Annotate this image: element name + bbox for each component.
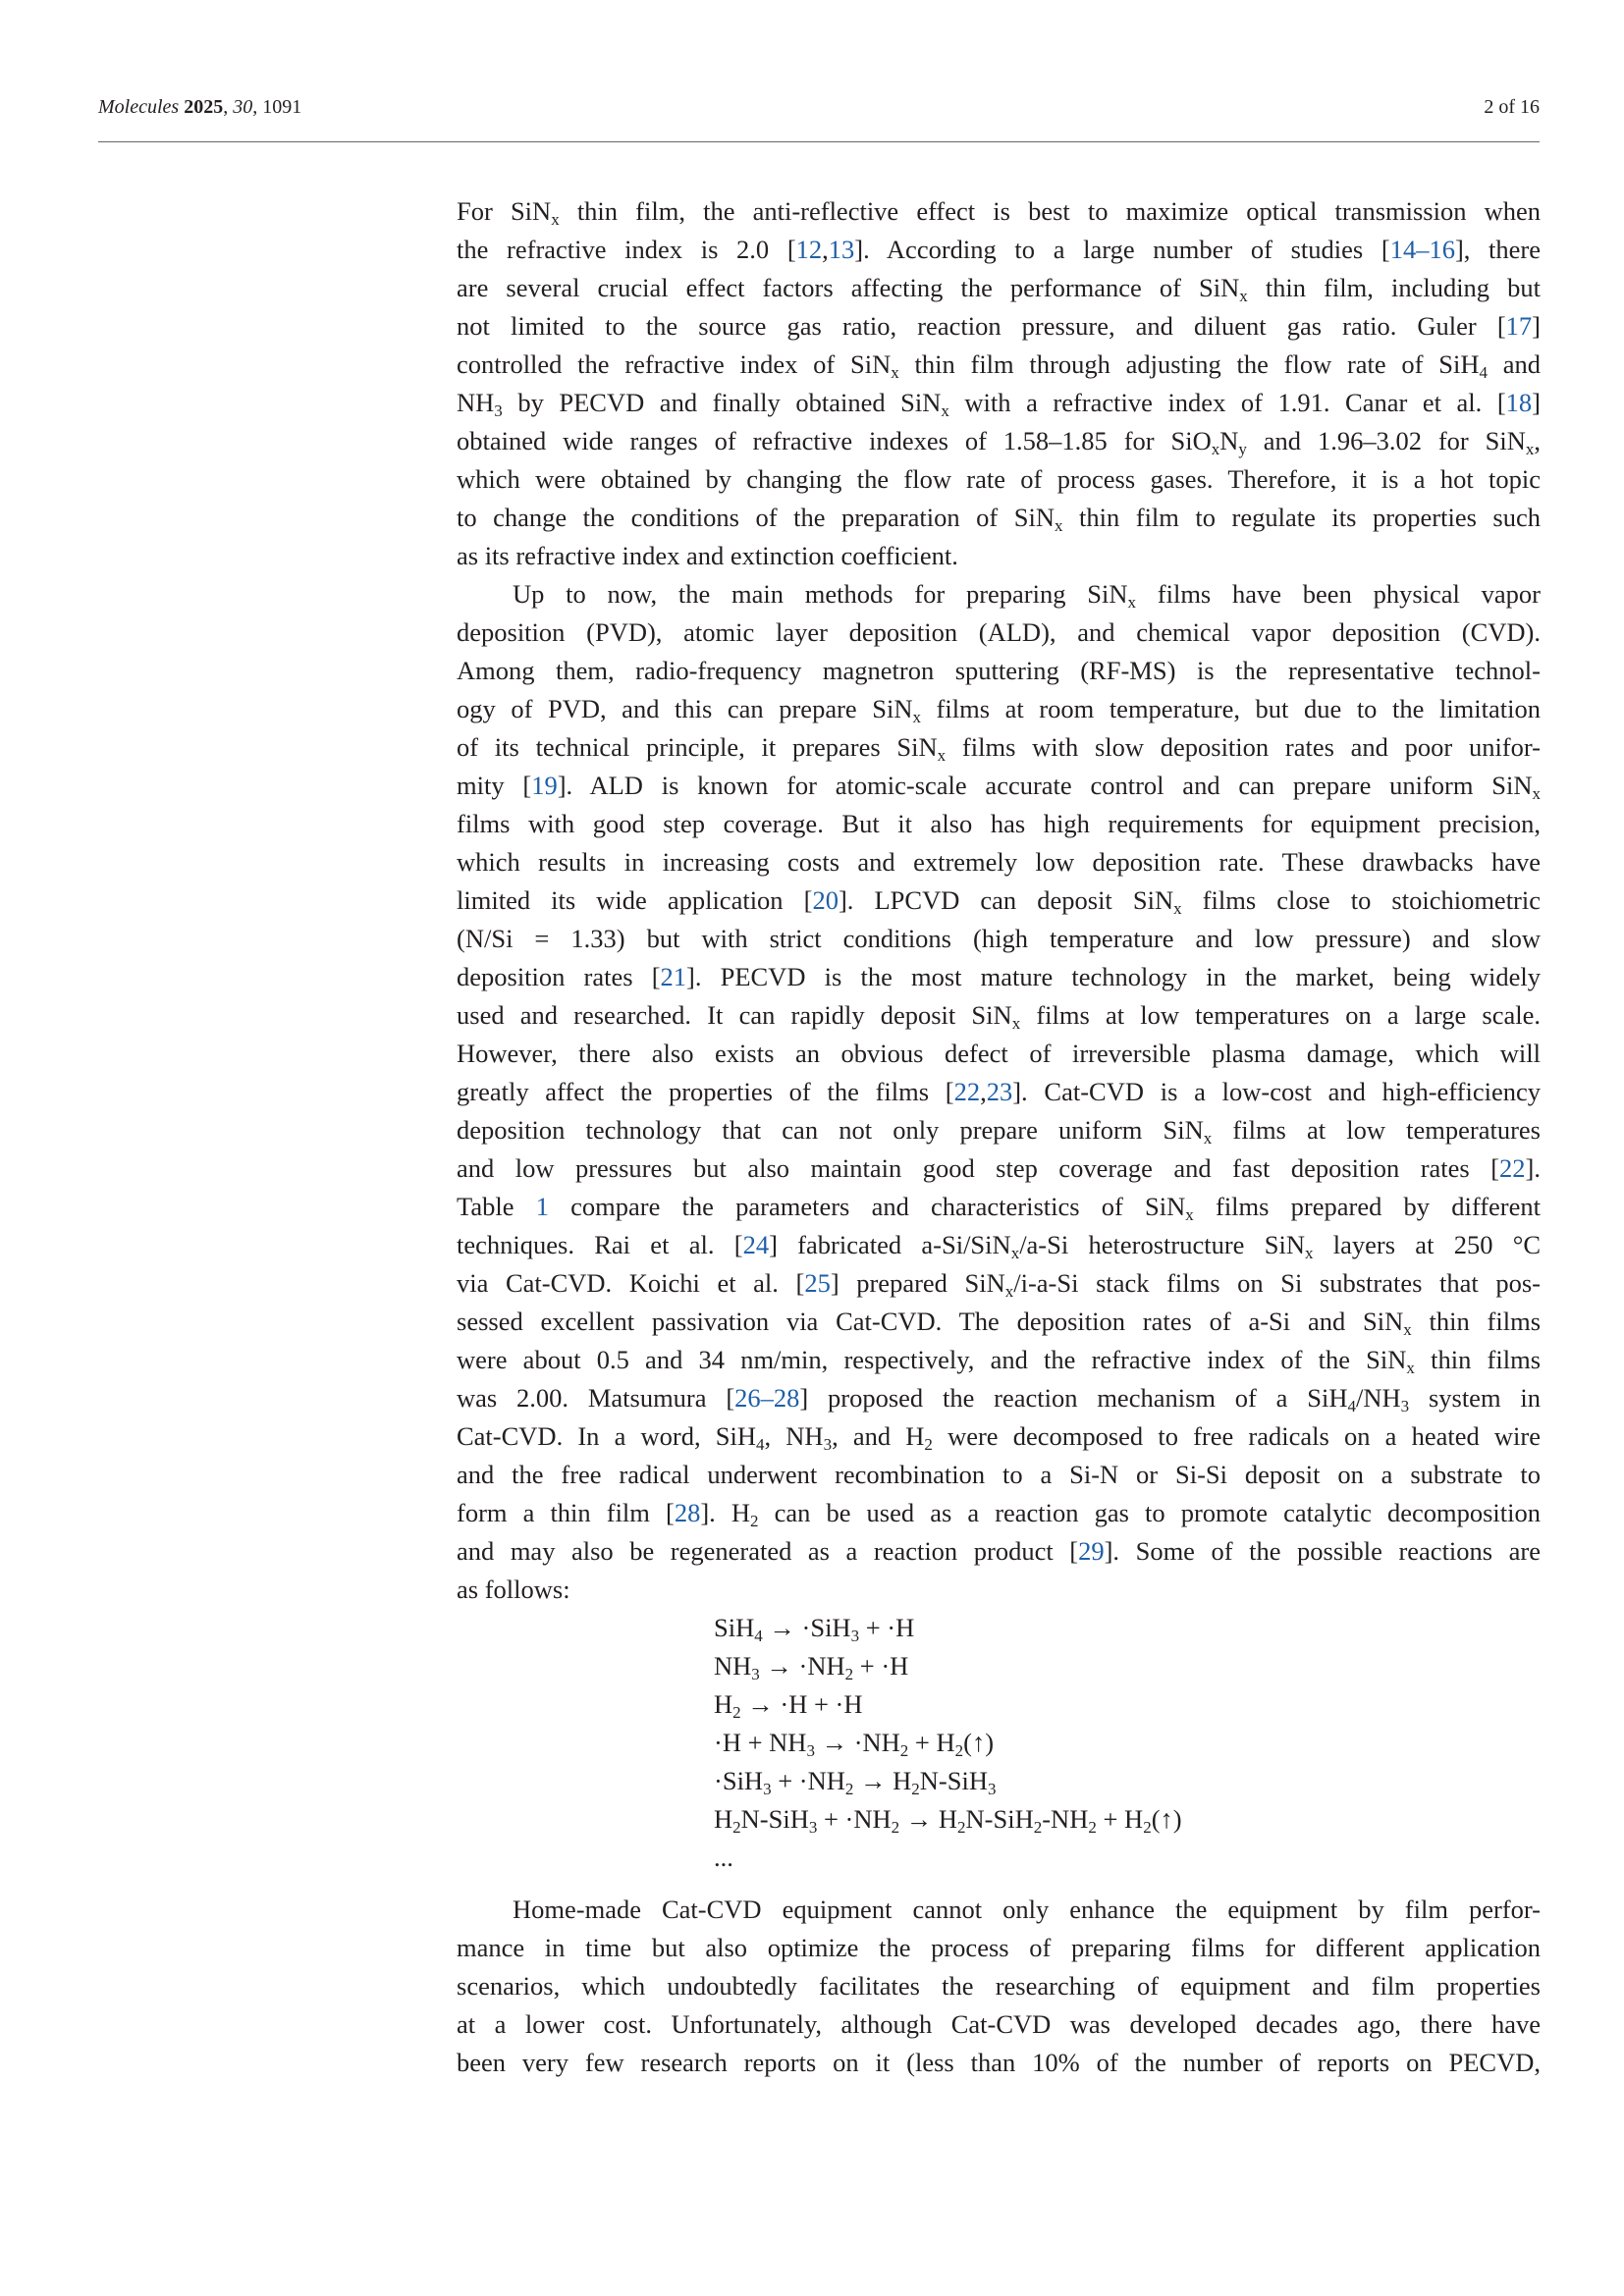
citation-link[interactable]: 23 [986, 1077, 1013, 1106]
citation-link[interactable]: 22 [1499, 1153, 1526, 1183]
text-line: used and researched. It can rapidly deposit SiN$_x$ films at low temperatures on a large scale. [457, 1000, 1542, 1033]
citation-link[interactable]: 20 [812, 885, 839, 915]
spacer [457, 1877, 1541, 1891]
text-line: form a thin film [28]. $H_2$ can be used as a reaction gas to promote catalytic decomposition [457, 1498, 1541, 1530]
text-line: not limited to the source gas ratio, reaction pressure, and diluent gas ratio. Guler [17] [457, 311, 1541, 341]
table-link[interactable]: 1 [535, 1192, 549, 1221]
text-line: deposition technology that can not only prepare uniform SiN$_x$ films at low temperatures [457, 1115, 1541, 1148]
text-line: Home-made Cat-CVD equipment cannot only enhance the equipment by film perfor- [513, 1895, 1541, 1924]
citation-link[interactable]: 18 [1505, 388, 1533, 417]
text-line: films with good step coverage. But it also has high requirements for equipment precision, [457, 809, 1541, 838]
citation-link[interactable]: 13 [828, 235, 855, 264]
text-line: the refractive index is 2.0 [12,13]. According to a large number of studies [14–16], there [457, 235, 1542, 264]
citation-link[interactable]: 22 [953, 1077, 981, 1106]
citation-link[interactable]: 24 [742, 1230, 770, 1259]
text-line: at a lower cost. Unfortunately, although Cat-CVD was developed decades ago, there have [457, 2009, 1541, 2039]
text-line: However, there also exists an obvious defect of irreversible plasma damage, which will [457, 1039, 1541, 1068]
citation-link[interactable]: 28 [674, 1498, 701, 1527]
text-line: obtained wide ranges of refractive indexes of 1.58–1.85 for $SiO_xN_y$ and 1.96–3.02 for SiN$_x$, [457, 426, 1542, 458]
equation-ellipsis: ... [714, 1842, 733, 1872]
text-line: controlled the refractive index of SiN$_x$ thin film through adjusting the flow rate of SiH$_4$ and [457, 349, 1542, 382]
citation-link[interactable]: 12 [795, 235, 823, 264]
text-line: greatly affect the properties of the films [22,23]. Cat-CVD is a low-cost and high-efficiency [457, 1077, 1541, 1106]
citation-link[interactable]: 26–28 [734, 1383, 800, 1413]
reaction-equations [457, 1609, 1541, 1877]
citation-link[interactable]: 29 [1078, 1536, 1105, 1566]
text-line: mance in time but also optimize the process of preparing films for different application [457, 1933, 1541, 1962]
text-line: to change the conditions of the preparation of SiN$_x$ thin film to regulate its properties such [457, 503, 1541, 535]
paragraph-2 [457, 575, 1541, 1609]
text-line: scenarios, which undoubtedly facilitates the researching of equipment and film properties [457, 1971, 1541, 2001]
citation-link[interactable]: 19 [531, 771, 558, 800]
text-line: sessed excellent passivation via Cat-CVD. The deposition rates of a-Si and SiN$_x$ thin films [457, 1307, 1542, 1339]
equation: $H_2 \to \cdot H + \cdot H$ [714, 1689, 863, 1722]
text-line: were about 0.5 and 34 nm/min, respectively, and the refractive index of the SiN$_x$ thin films [457, 1345, 1542, 1377]
text-line: techniques. Rai et al. [24] fabricated a-Si/SiN$_x$/a-Si heterostructure SiN$_x$ layers at 250 °C [457, 1230, 1542, 1262]
equation: $NH_3 \to \cdot NH_2 + \cdot H$ [714, 1651, 909, 1683]
text-line: Up to now, the main methods for preparing SiN$_x$ films have been physical vapor [513, 579, 1541, 612]
text-line: and the free radical underwent recombination to a Si-N or Si-Si deposit on a substrate to [457, 1460, 1541, 1489]
text-line: deposition rates [21]. PECVD is the most mature technology in the market, being widely [457, 962, 1542, 991]
text-line: as follows: [457, 1575, 570, 1604]
journal-citation: Molecules 2025, 30, 1091 [98, 96, 302, 118]
citation-link[interactable]: 25 [804, 1268, 831, 1298]
text-line: of its technical principle, it prepares SiN$_x$ films with slow deposition rates and poor unifor- [457, 732, 1541, 765]
paragraph-3 [457, 1891, 1541, 2082]
text-line: was 2.00. Matsumura [26–28] proposed the reaction mechanism of a $SiH_4/NH_3$ system in [457, 1383, 1541, 1415]
text-line: and low pressures but also maintain good step coverage and fast deposition rates [22]. [457, 1153, 1541, 1183]
page-header [98, 96, 1540, 142]
text-line: Table 1 compare the parameters and characteristics of SiN$_x$ films prepared by different [457, 1192, 1541, 1224]
text-line: as its refractive index and extinction coefficient. [457, 541, 958, 570]
text-line: (N/Si = 1.33) but with strict conditions (high temperature and low pressure) and slow [457, 924, 1541, 953]
citation-link[interactable]: 14–16 [1389, 235, 1455, 264]
equation: $H_2N-SiH_3 + \cdot NH_2 \to H_2N-SiH_2-NH_2$ + $H_2(↑)$ [714, 1804, 1182, 1837]
text-line: Cat-CVD. In a word, SiH$_4$, $NH_3$, and $H_2$ were decomposed to free radicals on a heated wire [457, 1421, 1541, 1454]
text-line: For SiN$_x$ thin film, the anti-reflective effect is best to maximize optical transmission when [457, 196, 1541, 229]
text-line: $NH_3$ by PECVD and finally obtained SiN$_x$ with a refractive index of 1.91. Canar et al. [18] [457, 388, 1541, 420]
equation: $\cdot H + NH_3 \to \cdot NH_2$ + $H_2(↑)$ [714, 1728, 995, 1760]
text-line: limited its wide application [20]. LPCVD can deposit SiN$_x$ films close to stoichiometric [457, 885, 1542, 918]
citation-link[interactable]: 17 [1505, 311, 1533, 341]
text-line: and may also be regenerated as a reaction product [29]. Some of the possible reactions are [457, 1536, 1542, 1566]
text-line: via Cat-CVD. Koichi et al. [25] prepared SiN$_x$/i-a-Si stack films on Si substrates that pos- [457, 1268, 1541, 1301]
text-line: which were obtained by changing the flow rate of process gases. Therefore, it is a hot topic [457, 464, 1541, 494]
equation: $\cdot SiH_3 + \cdot NH_2 \to H_2N-SiH_3$ [714, 1766, 997, 1798]
paragraph-1 [457, 192, 1541, 575]
text-line: Among them, radio-frequency magnetron sputtering (RF-MS) is the representative technol- [457, 656, 1541, 685]
equation: SiH$_4$ → ·SiH$_3$ + ·H [714, 1613, 915, 1645]
text-line: been very few research reports on it (less than 10% of the number of reports on PECVD, [457, 2048, 1541, 2077]
text-line: mity [19]. ALD is known for atomic-scale accurate control and can prepare uniform SiN$_x$ [457, 771, 1542, 803]
text-line: ogy of PVD, and this can prepare SiN$_x$ films at room temperature, but due to the limitation [457, 694, 1542, 726]
text-line: which results in increasing costs and extremely low deposition rate. These drawbacks have [457, 847, 1541, 877]
text-line: deposition (PVD), atomic layer deposition (ALD), and chemical vapor deposition (CVD). [457, 617, 1541, 647]
article-body [457, 192, 1541, 2082]
citation-link[interactable]: 21 [660, 962, 687, 991]
page-number: 2 of 16 [1484, 96, 1540, 118]
text-line: are several crucial effect factors affecting the performance of SiN$_x$ thin film, including but [457, 273, 1541, 305]
